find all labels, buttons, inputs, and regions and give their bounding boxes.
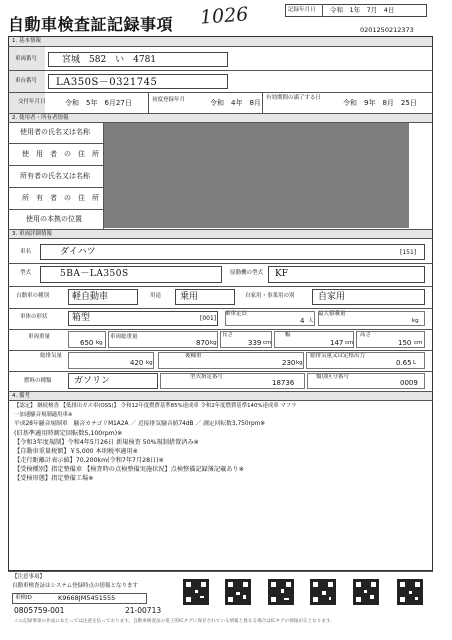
remark-line-5: 【令和3年度規制】令和4年5月26日 新規検査 50%規制措置済み※ — [14, 439, 199, 446]
remark-line-2: 一加速騒音規制適用車※ — [14, 412, 73, 418]
output-value: 0.65 — [396, 359, 412, 367]
notice-title: 【注意事項】 — [12, 574, 46, 580]
qr-code-6 — [397, 579, 423, 605]
business-label: 自家用・事業用の別 — [245, 293, 295, 299]
owner-label-4: 所 有 者 の 住 所 — [22, 194, 99, 202]
maker-label: 車名 — [20, 249, 32, 255]
displacement-value: 420 — [130, 359, 144, 367]
weight-label: 車両重量 — [28, 334, 51, 340]
page-title: 自動車検査証記録事項 — [8, 15, 174, 34]
model-label: 型式 — [20, 270, 32, 276]
width-unit: cm — [345, 340, 354, 346]
owner-label-1: 使用者の氏名又は名称 — [20, 128, 90, 136]
output-label: 総排気量又は定格出力 — [310, 353, 366, 359]
rear-axle-value: 230 — [282, 359, 296, 367]
kind-label: 自動車の種別 — [16, 293, 50, 299]
gross-label: 車両総重量 — [110, 334, 138, 340]
model-value: 5BA－LA350S — [60, 269, 129, 279]
fuel-value: ガソリン — [74, 376, 111, 386]
shape-code: [001] — [200, 315, 217, 322]
capacity-label: 乗車定員 — [225, 311, 248, 317]
engine-label: 原動機の型式 — [230, 270, 264, 276]
section-4-heading: 4. 備考 — [12, 393, 30, 399]
width-value: 147 — [330, 339, 344, 347]
remark-line-6: 【自動車重量税額】￥5,000 本則税率適用※ — [14, 448, 138, 455]
qr-code-1 — [183, 579, 209, 605]
class-value: 0009 — [400, 379, 418, 387]
section-1-heading: 1. 基本情報 — [12, 38, 41, 44]
displacement-label: 総排気量 — [40, 353, 63, 359]
gross-value: 870 — [196, 339, 210, 347]
length-value: 339 — [248, 339, 262, 347]
weight-value: 650 — [80, 339, 94, 347]
maker-value: ダイハツ — [60, 247, 96, 257]
qr-code-4 — [310, 579, 336, 605]
use-label: 用途 — [150, 293, 162, 299]
class-label: 類別区分番号 — [316, 374, 350, 380]
length-label: 長さ — [222, 332, 234, 338]
record-date-label: 記録年月日 — [288, 7, 316, 13]
document-number: 0201250212373 — [360, 26, 414, 34]
code-mid: 21-00713 — [125, 606, 162, 615]
first-reg-label: 初度登録年月 — [152, 97, 186, 103]
reg-id-label: 車検ID — [15, 595, 32, 601]
fuel-label: 燃料の種類 — [24, 378, 52, 384]
first-reg-value: 令和 4年 8月 — [210, 99, 261, 107]
code-left: 0805759-001 — [14, 606, 65, 615]
notice-text: 自動車検査証はシステム登録時点の情報となります — [12, 583, 138, 589]
section-2-heading: 2. 使用者・所有者情報 — [12, 115, 69, 121]
max-load-unit: kg — [412, 318, 419, 324]
business-value: 自家用 — [318, 292, 346, 302]
vin-value: LA350S－0321745 — [56, 77, 158, 88]
shape-value: 箱型 — [72, 313, 91, 323]
rear-axle-label: 後軸重 — [185, 353, 202, 359]
owner-label-5: 使用の本拠の位置 — [26, 215, 82, 223]
shape-label: 車体の形状 — [20, 314, 48, 320]
issue-date-label: 交付年月日 — [18, 99, 46, 105]
reg-id-value: K9668JM5451555 — [58, 594, 116, 602]
qr-code-5 — [353, 579, 379, 605]
record-date-value: 令和 1年 7月 4日 — [330, 6, 395, 14]
height-value: 150 — [398, 339, 412, 347]
remark-line-1: 【認定】 継続検査 【低排出ガス車(OSS)】 令和12年度燃費基準85%達成車 令和2年度燃費基準140%達成車 マフラ — [14, 403, 297, 409]
use-value: 乗用 — [180, 292, 199, 302]
expiry-value: 令和 9年 8月 25日 — [343, 99, 417, 107]
type-no-value: 18736 — [272, 379, 295, 387]
length-unit: cm — [263, 340, 272, 346]
remark-line-7: 【走行距離計表示値】70,200km(令和7年7月28日)※ — [14, 457, 164, 464]
owner-label-3: 所有者の氏名又は名称 — [20, 172, 90, 180]
displacement-unit: kg — [146, 360, 153, 366]
height-label: 高さ — [360, 332, 372, 338]
height-unit: cm — [414, 340, 423, 346]
maker-code: [151] — [400, 249, 417, 256]
redacted-owner-info — [104, 123, 409, 228]
capacity-unit: 人 — [308, 318, 314, 324]
qr-code-3 — [268, 579, 294, 605]
max-load-label: 最大積載量 — [318, 311, 346, 317]
remark-line-3: 平成28年騒音規制車 騒音カテゴリM1A2A ／ 近接排気騒音値74dB ／ 測定回転数3,750rpm※ — [14, 421, 266, 427]
issue-date-value: 令和 5年 6月27日 — [65, 99, 132, 107]
weight-unit: kg — [96, 340, 103, 346]
owner-label-2: 使 用 者 の 住 所 — [22, 150, 99, 158]
remark-line-8: 【受検種別】指定整備車 【検査時の点検整備実施状況】点検整備記録簿記載あり※ — [14, 466, 244, 473]
plate-label: 車両番号 — [15, 56, 38, 62]
bottom-note: この記録事項の作成にあたっては注意を払っております。自動車検査証の電子的ICタグに保存されている情報と異なる場合はICタグの情報が正となります。 — [14, 619, 335, 624]
kind-value: 軽自動車 — [72, 292, 109, 302]
section-3-heading: 3. 車両詳細情報 — [12, 231, 52, 237]
vin-label: 車台番号 — [15, 78, 38, 84]
remark-line-4: (旧基準適用時測定回転数5,100rpm)※ — [14, 430, 123, 437]
gross-unit: kg — [210, 340, 217, 346]
width-label: 幅 — [285, 332, 291, 338]
expiry-label: 有効期間の満了する日 — [266, 95, 322, 101]
plate-value: 宮城 582 い 4781 — [62, 55, 157, 65]
handwritten-number: 1026 — [199, 3, 250, 29]
remark-line-9: 【受検形態】指定整備工場※ — [14, 475, 94, 482]
engine-value: KF — [275, 269, 288, 279]
rear-axle-unit: kg — [296, 360, 303, 366]
capacity-value: 4 — [300, 317, 305, 325]
type-no-label: 型式指定番号 — [190, 374, 224, 380]
qr-code-2 — [225, 579, 251, 605]
output-unit: L — [413, 360, 417, 366]
